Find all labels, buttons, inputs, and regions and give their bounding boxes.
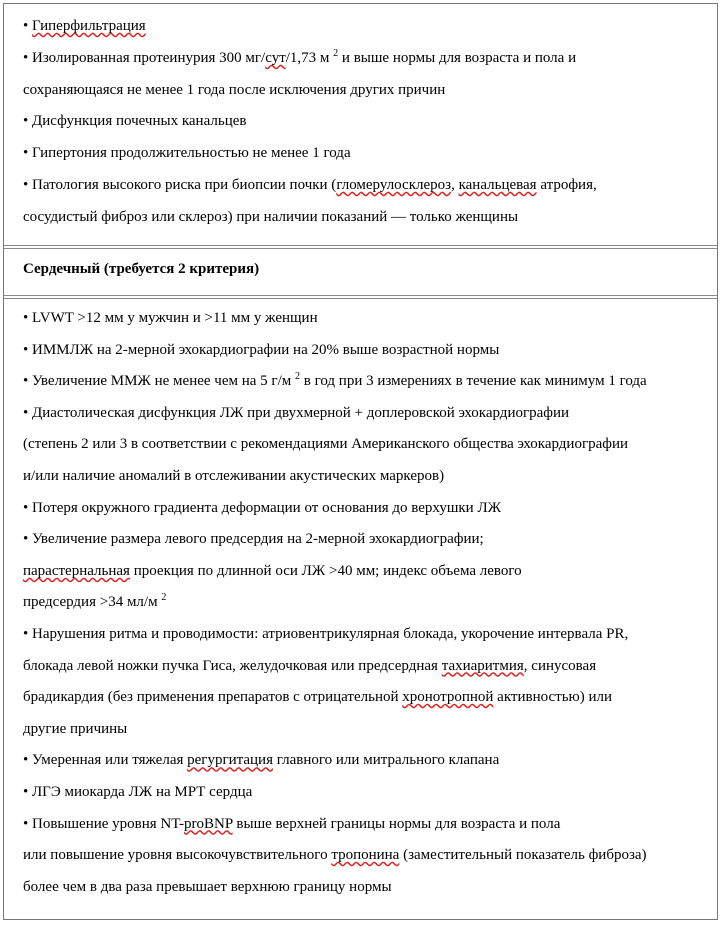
criteria-line	[23, 175, 597, 195]
criteria-line	[23, 529, 484, 549]
line-text: главного или митрального клапана	[272, 752, 500, 769]
superscript: 2	[333, 47, 339, 59]
line-text: выше верхней границы нормы для возраста и пола	[232, 815, 561, 832]
spellcheck-word: парастернальная	[23, 562, 130, 579]
line-text: сохраняющаяся не менее 1 года после исключения других причин	[23, 81, 446, 98]
line-text: • Увеличение размера левого предсердия на 2-мерной эхокардиографии;	[23, 531, 484, 548]
line-text: • Изолированная протеинурия 300 мг/	[23, 49, 266, 66]
criteria-line	[23, 656, 596, 676]
row-divider	[4, 245, 717, 249]
spellcheck-word: тропонина	[331, 847, 400, 864]
spellcheck-word: сут	[265, 49, 286, 66]
criteria-line	[23, 498, 501, 518]
superscript: 2	[161, 592, 167, 604]
spellcheck-word: хронотропной	[402, 689, 494, 706]
spellcheck-word: тахиаритмия	[441, 657, 524, 674]
criteria-line	[23, 111, 246, 131]
criteria-line	[23, 207, 518, 227]
line-text: в год при 3 измерениях в течение как минимум 1 года	[300, 373, 647, 390]
line-text: • Умеренная или тяжелая	[23, 752, 188, 769]
criteria-line	[23, 80, 445, 100]
criteria-line	[23, 782, 252, 802]
line-text: • ЛГЭ миокарда ЛЖ на МРТ сердца	[23, 784, 253, 800]
criteria-line	[23, 466, 444, 486]
criteria-line	[23, 687, 612, 707]
criteria-line	[23, 403, 569, 423]
spellcheck-word: Гиперфильтрация	[32, 18, 146, 34]
line-text: (степень 2 или 3 в соответствии с рекомендациями Американского общества эхокардиографии	[23, 436, 629, 453]
line-text: • Потеря окружного градиента деформации от основания до верхушки ЛЖ	[23, 499, 502, 516]
spellcheck-word: канальцевая	[458, 177, 537, 193]
line-text: другие причины	[23, 720, 128, 737]
criteria-line	[23, 877, 392, 897]
criteria-line	[23, 340, 499, 360]
line-text: • Нарушения ритма и проводимости: атриовентрикулярная блокада, укорочение интервала PR,	[23, 626, 629, 642]
line-text: активностью) или	[493, 689, 613, 706]
line-text: • Увеличение ММЖ не менее чем на 5 г/м	[23, 373, 295, 390]
superscript: 2	[295, 371, 300, 383]
criteria-line	[23, 48, 576, 68]
line-text: проекция по длинной оси ЛЖ >40 мм; индекс объема левого	[129, 562, 522, 579]
criteria-line	[23, 308, 318, 328]
line-text: • Повышение уровня NT-	[23, 815, 185, 832]
line-text: и/или наличие аномалий в отслеживании акустических маркеров)	[23, 468, 445, 484]
line-text: • LVWT >12 мм у мужчин и >11 мм у женщин	[23, 310, 318, 326]
line-text: • ИММЛЖ на 2-мерной эхокардиографии на 20% выше возрастной нормы	[23, 341, 500, 358]
spellcheck-word: гломерулосклероз	[336, 177, 452, 193]
criteria-line	[23, 845, 647, 865]
line-text: (заместительный показатель фиброза)	[399, 847, 647, 864]
line-text: • Дисфункция почечных канальцев	[23, 113, 247, 130]
line-text: блокада левой ножки пучка Гиса, желудочковая или предсердная	[23, 657, 442, 674]
spellcheck-word: регургитация	[187, 752, 273, 769]
line-text: предсердия >34 мл/м	[23, 594, 162, 611]
line-text: ,	[451, 177, 459, 193]
line-text: сосудистый фиброз или склероз) при наличии показаний — только женщины	[23, 208, 519, 225]
criteria-line	[23, 16, 146, 36]
criteria-line	[23, 719, 127, 739]
criteria-line	[23, 814, 560, 834]
criteria-line	[23, 434, 628, 454]
criteria-line	[23, 592, 166, 612]
criteria-table	[3, 3, 718, 920]
criteria-line	[23, 750, 499, 770]
criteria-line	[23, 371, 647, 391]
line-text: атрофия,	[536, 177, 597, 193]
line-text: более чем в два раза превышает верхнюю границу нормы	[23, 878, 392, 895]
line-text: • Патология высокого риска при биопсии почки (	[23, 177, 337, 193]
line-text: , синусовая	[523, 657, 597, 674]
line-text: • Гипертония продолжительностью не менее 1 года	[23, 145, 351, 162]
spellcheck-word: proBNP	[184, 815, 233, 832]
line-text: •	[23, 18, 33, 34]
cardiac-section-header: Сердечный (требуется 2 критерия)	[23, 261, 260, 277]
row-divider	[4, 295, 717, 299]
line-text: • Диастолическая дисфункция ЛЖ при двухмерной + доплеровской эхокардиографии	[23, 404, 570, 421]
line-text: /1,73 м	[285, 49, 334, 66]
criteria-line	[23, 624, 628, 644]
line-text: брадикардия (без применения препаратов с отрицательной	[23, 689, 403, 706]
line-text: или повышение уровня высокочувствительного	[23, 847, 332, 864]
criteria-line	[23, 143, 351, 163]
criteria-line	[23, 561, 522, 581]
line-text: и выше нормы для возраста и пола и	[338, 49, 577, 66]
